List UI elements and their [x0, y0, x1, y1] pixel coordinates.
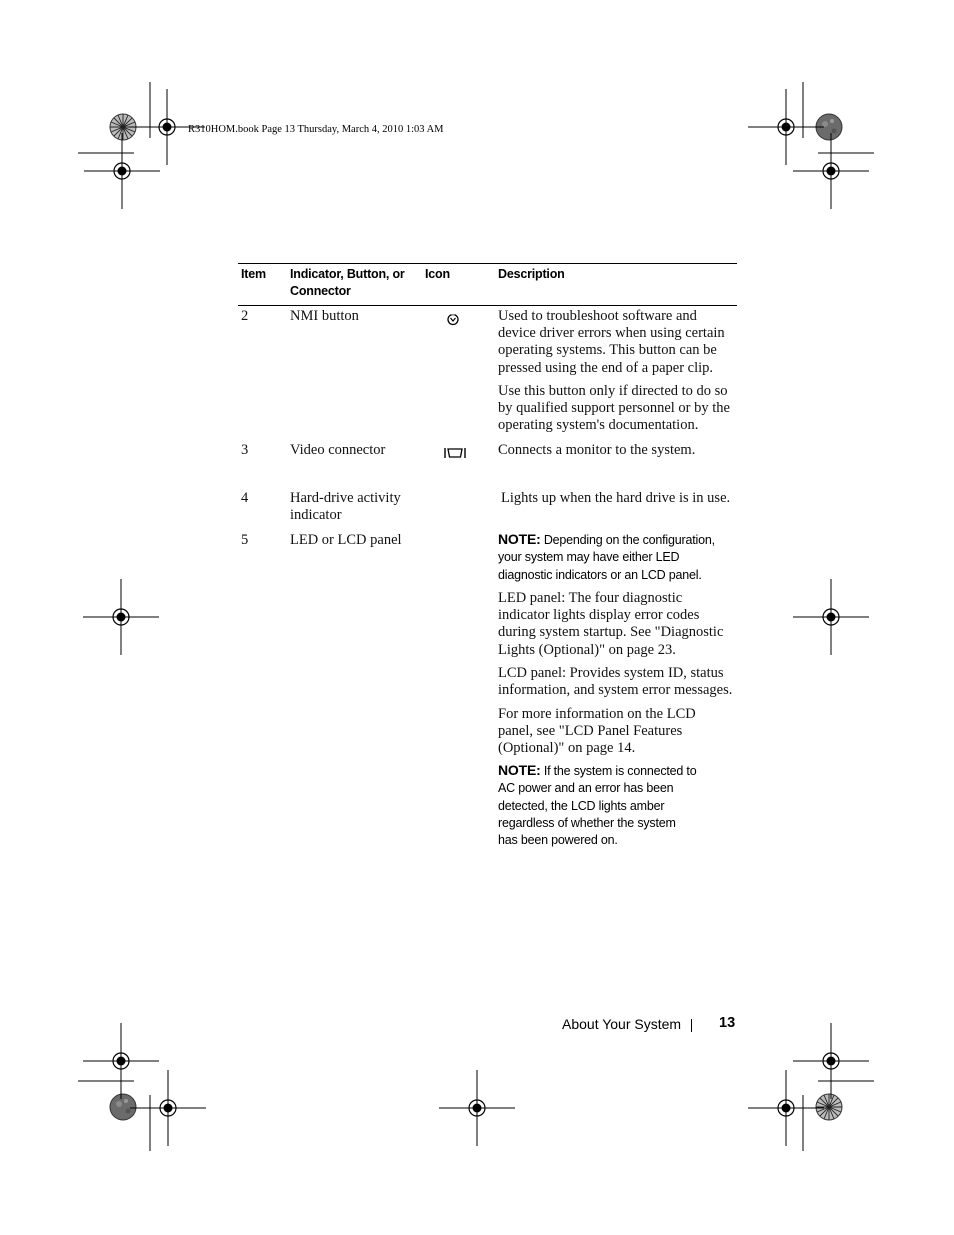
table-top-rule	[238, 263, 737, 264]
header-item: Item	[241, 267, 266, 281]
desc-line: during system startup. See "Diagnostic	[498, 624, 724, 641]
note-label: NOTE:	[498, 531, 541, 547]
video-connector-icon	[444, 447, 466, 459]
desc-line: Use this button only if directed to do so	[498, 383, 728, 399]
desc-line: Lights (Optional)" on page 23.	[498, 641, 676, 658]
row-description	[498, 590, 734, 659]
desc-line: by qualified support personnel or by the	[498, 400, 730, 417]
header-icon: Icon	[425, 267, 450, 281]
row-item-number: 5	[241, 532, 249, 548]
desc-line: For more information on the LCD	[498, 706, 696, 722]
footer-divider	[691, 1019, 692, 1032]
name-line: Hard-drive activity	[290, 490, 401, 506]
row-description	[498, 665, 734, 699]
desc-line: Used to troubleshoot software and	[498, 308, 697, 324]
desc-line: operating system's documentation.	[498, 417, 699, 434]
row-item-number: 4	[241, 490, 249, 506]
note-line: If the system is connected to	[540, 764, 697, 778]
header-indicator	[290, 266, 405, 300]
desc-line: operating systems. This button can be	[498, 342, 717, 359]
row-component-name: LED or LCD panel	[290, 532, 402, 548]
desc-line: Connects a monitor to the system.	[498, 442, 696, 458]
note-lcd-amber	[498, 762, 734, 849]
note-line: regardless of whether the system	[498, 815, 676, 830]
desc-line: information, and system error messages.	[498, 682, 733, 699]
note-label: NOTE:	[498, 762, 541, 778]
row-component-name: NMI button	[290, 308, 359, 324]
desc-line: device driver errors when using certain	[498, 325, 725, 342]
print-slug: R310HOM.book Page 13 Thursday, March 4, 2010 1:03 AM	[188, 124, 444, 135]
row-component-name	[290, 490, 401, 524]
row-description	[501, 490, 737, 507]
row-description	[498, 442, 734, 459]
row-component-name: Video connector	[290, 442, 386, 458]
header-description: Description	[498, 267, 565, 281]
desc-line: (Optional)" on page 14.	[498, 740, 636, 757]
name-line: indicator	[290, 507, 342, 524]
note-line: detected, the LCD lights amber	[498, 798, 665, 813]
desc-line: LCD panel: Provides system ID, status	[498, 665, 724, 681]
row-description	[498, 383, 734, 435]
header-indicator-line1: Indicator, Button, or	[290, 267, 405, 281]
note-configuration	[498, 531, 734, 584]
note-line: Depending on the configuration,	[540, 533, 715, 547]
desc-line: panel, see "LCD Panel Features	[498, 723, 683, 740]
row-description	[498, 308, 734, 377]
header-bottom-rule	[238, 305, 737, 306]
row-description	[498, 706, 734, 758]
page-number: 13	[719, 1015, 736, 1031]
row-item-number: 2	[241, 308, 249, 324]
row-item-number: 3	[241, 442, 249, 458]
desc-line: Lights up when the hard drive is in use.	[501, 490, 731, 506]
nmi-button-icon	[446, 312, 460, 326]
desc-line: LED panel: The four diagnostic	[498, 590, 683, 606]
footer-section-title: About Your System	[562, 1016, 682, 1032]
note-line: has been powered on.	[498, 833, 618, 848]
note-line: diagnostic indicators or an LCD panel.	[498, 567, 702, 582]
note-line: your system may have either LED	[498, 550, 680, 565]
note-line: AC power and an error has been	[498, 781, 674, 796]
desc-line: indicator lights display error codes	[498, 607, 700, 624]
header-indicator-line2: Connector	[290, 284, 351, 298]
desc-line: pressed using the end of a paper clip.	[498, 359, 714, 376]
